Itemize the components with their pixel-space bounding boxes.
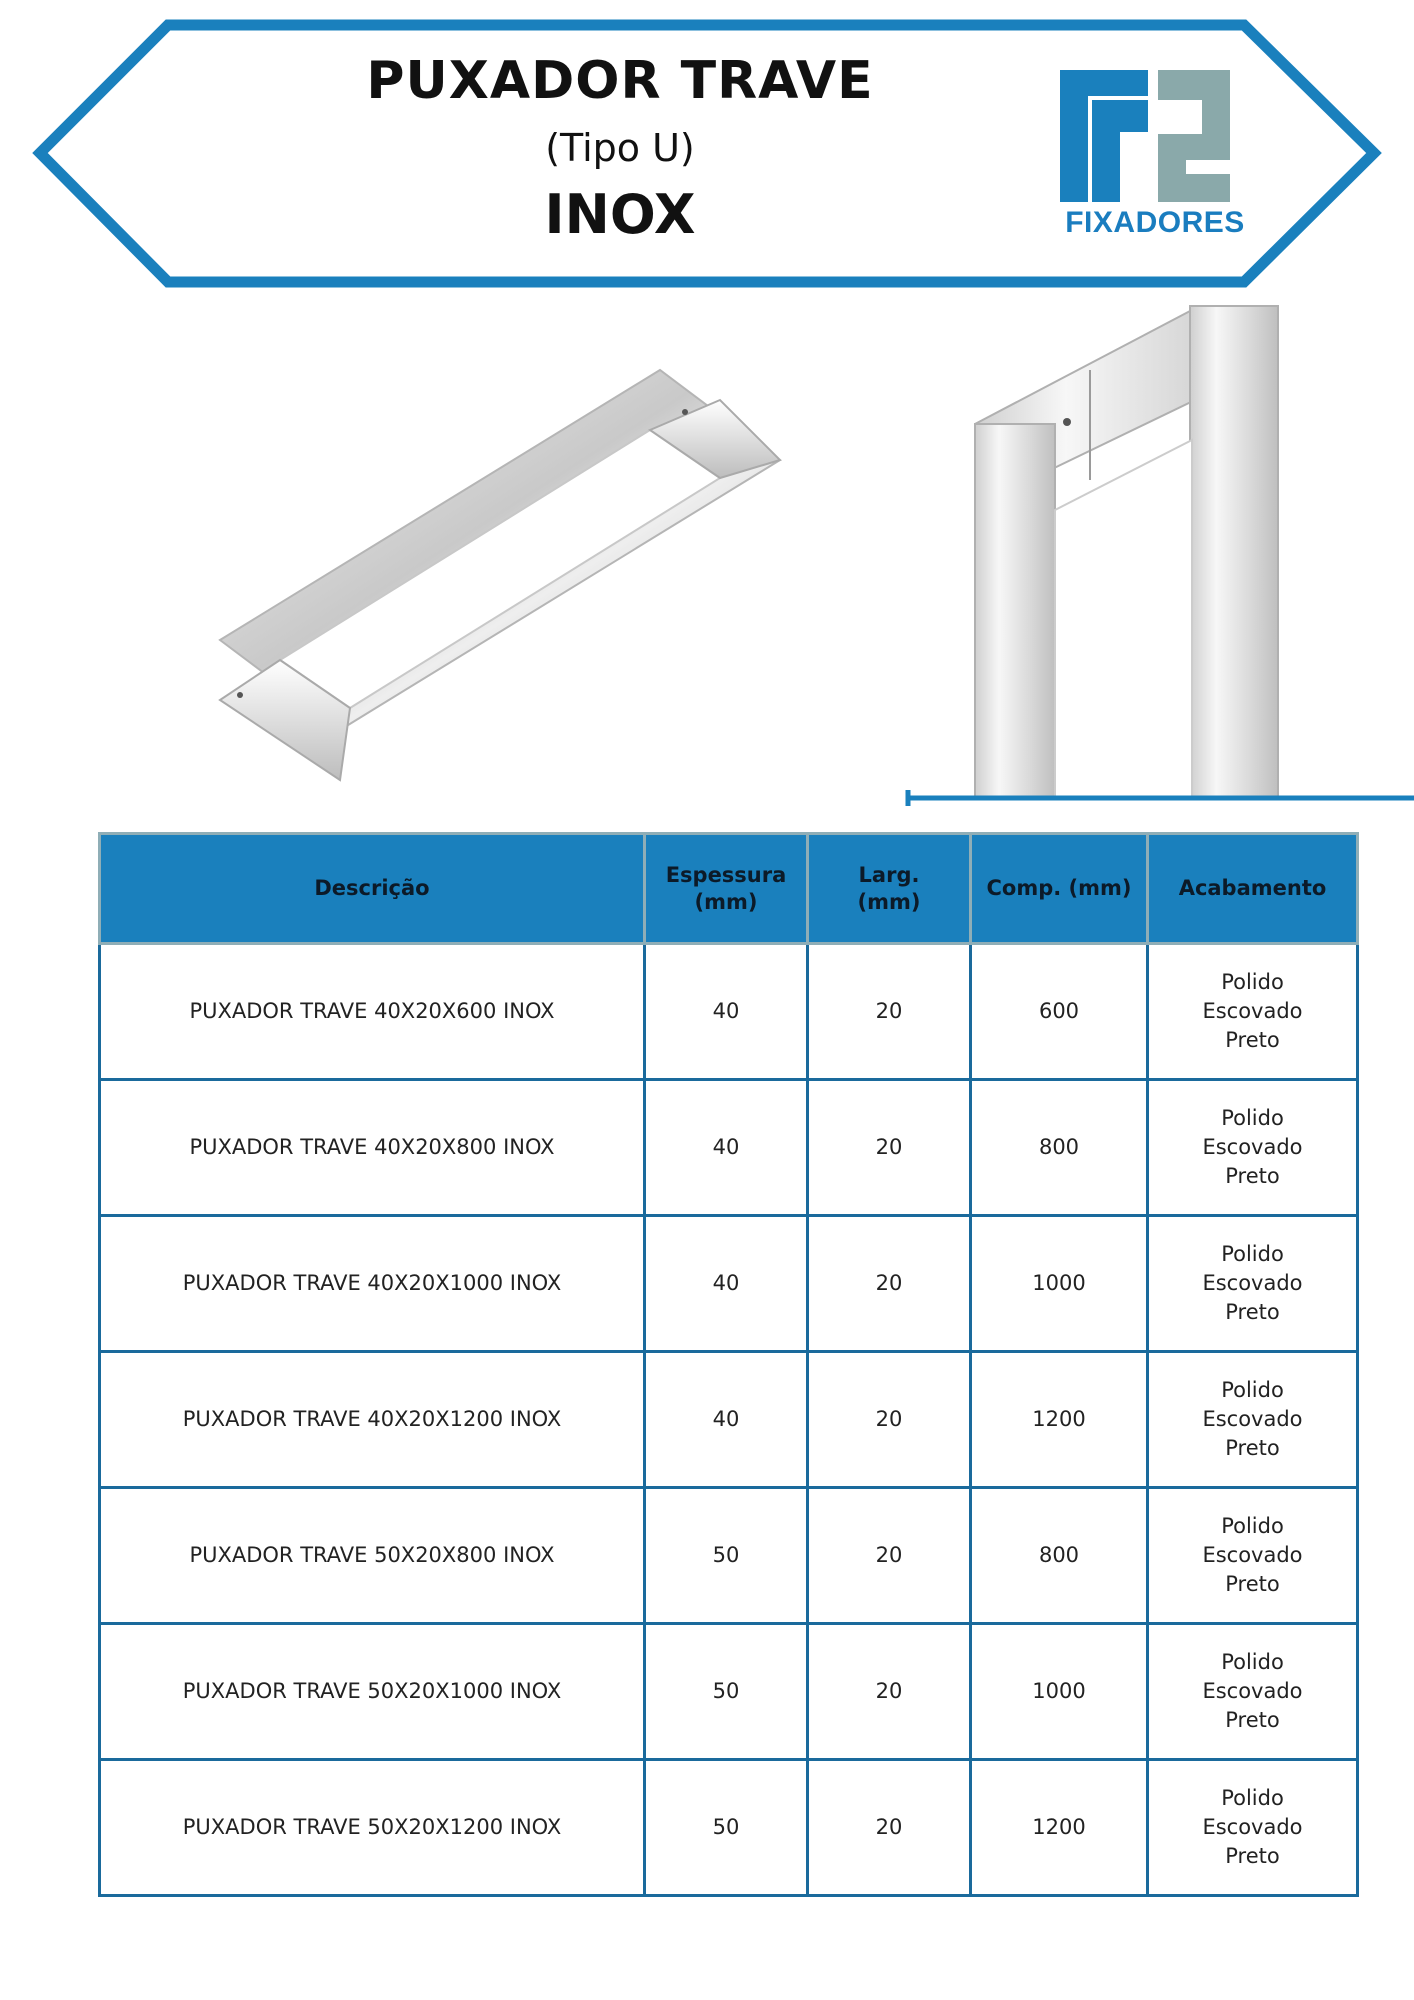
accent-line (902, 788, 1414, 808)
cell-width: 20 (808, 1488, 971, 1624)
finish-option: Preto (1225, 1572, 1280, 1596)
finish-option: Escovado (1202, 1271, 1303, 1295)
cell-length: 1200 (971, 1352, 1148, 1488)
cell-length: 1000 (971, 1624, 1148, 1760)
header-thickness (645, 834, 808, 944)
cell-thickness: 40 (645, 1080, 808, 1216)
finish-option: Preto (1225, 1844, 1280, 1868)
cell-thickness: 50 (645, 1760, 808, 1896)
cell-length: 800 (971, 1488, 1148, 1624)
finish-option: Polido (1221, 1650, 1284, 1674)
cell-width: 20 (808, 1080, 971, 1216)
table-row (100, 944, 1358, 1080)
cell-width: 20 (808, 1760, 971, 1896)
header-width-line1: Larg. (858, 862, 920, 887)
cell-description: PUXADOR TRAVE 40X20X1200 INOX (100, 1352, 645, 1488)
table-header-row (100, 834, 1358, 944)
title-block (320, 50, 920, 248)
table-row (100, 1216, 1358, 1352)
finish-option: Preto (1225, 1708, 1280, 1732)
finish-option: Escovado (1202, 1407, 1303, 1431)
page-title: PUXADOR TRAVE (366, 51, 874, 111)
header-thickness-line2: (mm) (694, 889, 758, 914)
finish-option: Escovado (1202, 1815, 1303, 1839)
finish-option: Polido (1221, 1514, 1284, 1538)
cell-description: PUXADOR TRAVE 40X20X800 INOX (100, 1080, 645, 1216)
table-row (100, 1760, 1358, 1896)
header-finish: Acabamento (1148, 834, 1358, 944)
finish-option: Escovado (1202, 999, 1303, 1023)
table-row (100, 1488, 1358, 1624)
cell-length: 1000 (971, 1216, 1148, 1352)
cell-thickness: 40 (645, 944, 808, 1080)
cell-finish (1148, 1760, 1358, 1896)
header-width (808, 834, 971, 944)
page-subtitle: (Tipo U) (545, 126, 695, 170)
finish-option: Polido (1221, 1378, 1284, 1402)
finish-option: Polido (1221, 1242, 1284, 1266)
cell-width: 20 (808, 1216, 971, 1352)
cell-description: PUXADOR TRAVE 50X20X1000 INOX (100, 1624, 645, 1760)
cell-finish (1148, 1080, 1358, 1216)
header-length: Comp. (mm) (971, 834, 1148, 944)
finish-option: Polido (1221, 1786, 1284, 1810)
finish-option: Escovado (1202, 1679, 1303, 1703)
header-width-line2: (mm) (857, 889, 921, 914)
finish-option: Preto (1225, 1164, 1280, 1188)
finish-option: Polido (1221, 1106, 1284, 1130)
cell-thickness: 40 (645, 1216, 808, 1352)
product-table (98, 832, 1359, 1897)
cell-length: 800 (971, 1080, 1148, 1216)
cell-thickness: 50 (645, 1624, 808, 1760)
header-description: Descrição (100, 834, 645, 944)
cell-width: 20 (808, 944, 971, 1080)
finish-option: Preto (1225, 1028, 1280, 1052)
cell-finish (1148, 1352, 1358, 1488)
header-thickness-line1: Espessura (665, 862, 787, 887)
product-photo-closeup (960, 300, 1290, 800)
cell-width: 20 (808, 1624, 971, 1760)
cell-finish (1148, 1216, 1358, 1352)
cell-finish (1148, 1488, 1358, 1624)
table-row (100, 1352, 1358, 1488)
cell-finish (1148, 1624, 1358, 1760)
cell-description: PUXADOR TRAVE 50X20X800 INOX (100, 1488, 645, 1624)
cell-length: 600 (971, 944, 1148, 1080)
finish-option: Escovado (1202, 1135, 1303, 1159)
table-body (100, 944, 1358, 1896)
cell-thickness: 50 (645, 1488, 808, 1624)
cell-description: PUXADOR TRAVE 50X20X1200 INOX (100, 1760, 645, 1896)
finish-option: Preto (1225, 1300, 1280, 1324)
cell-description: PUXADOR TRAVE 40X20X600 INOX (100, 944, 645, 1080)
table-row (100, 1624, 1358, 1760)
finish-option: Polido (1221, 970, 1284, 994)
brand-name: FIXADORES (1065, 206, 1245, 239)
product-photo-diagonal (200, 350, 800, 810)
cell-length: 1200 (971, 1760, 1148, 1896)
cell-width: 20 (808, 1352, 971, 1488)
material-label: INOX (544, 183, 696, 246)
cell-finish (1148, 944, 1358, 1080)
finish-option: Escovado (1202, 1543, 1303, 1567)
table-row (100, 1080, 1358, 1216)
cell-thickness: 40 (645, 1352, 808, 1488)
finish-option: Preto (1225, 1436, 1280, 1460)
cell-description: PUXADOR TRAVE 40X20X1000 INOX (100, 1216, 645, 1352)
